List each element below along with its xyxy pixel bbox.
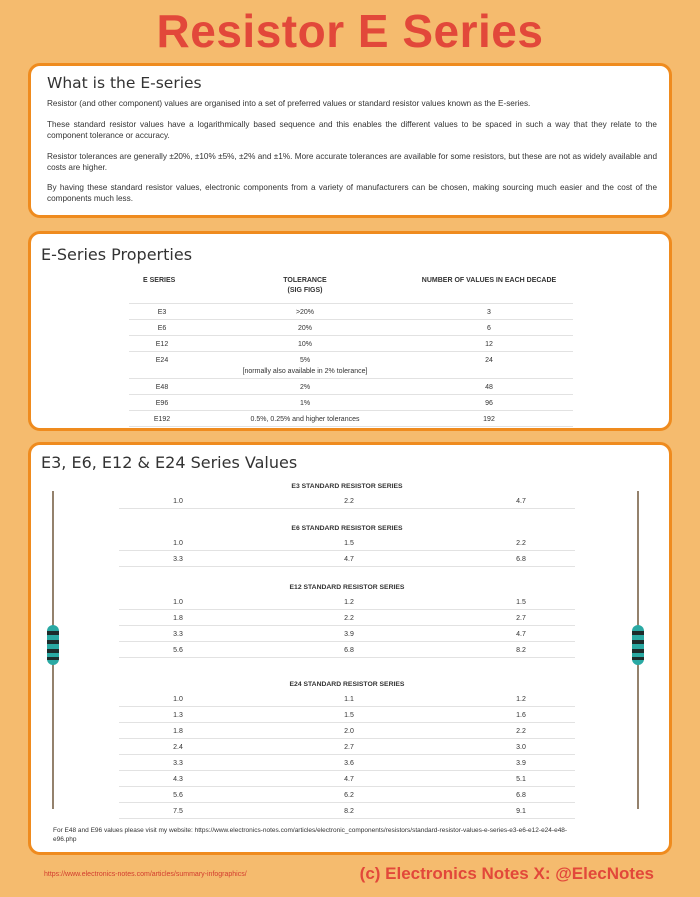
value-cell: 1.1 <box>344 696 354 703</box>
cell-series: E6 <box>157 325 167 332</box>
table-row <box>129 411 573 427</box>
cell-count: 192 <box>483 416 495 423</box>
value-cell: 1.0 <box>173 696 183 703</box>
column-header: TOLERANCE <box>283 277 327 284</box>
intro-paragraph: Resistor tolerances are generally ±20%, ±10% ±5%, ±2% and ±1%. More accurate tolerances are available for some resistors, but these are not as widely available and costs are higher. <box>47 152 657 172</box>
column-header: E SERIES <box>143 277 176 284</box>
value-cell: 5.6 <box>173 647 183 654</box>
value-cell: 1.8 <box>173 728 183 735</box>
cell-count: 24 <box>485 357 493 364</box>
value-cell: 1.6 <box>516 712 526 719</box>
value-cell: 8.2 <box>516 647 526 654</box>
intro-paragraph: Resistor (and other component) values are organised into a set of preferred values or standard resistor values known as the E-series. <box>47 99 531 108</box>
table-row <box>129 336 573 352</box>
cell-series: E24 <box>155 357 169 364</box>
intro-paragraph: These standard resistor values have a logarithmically based sequence and this enables the different values to be spaced in such a way that they relate to the component tolerance or accuracy. <box>47 120 657 140</box>
table-row <box>129 395 573 411</box>
properties-heading: E-Series Properties <box>41 245 193 264</box>
value-row <box>119 772 575 787</box>
value-cell: 5.1 <box>516 776 526 783</box>
series-title: E6 STANDARD RESISTOR SERIES <box>291 525 403 532</box>
table-row <box>129 379 573 395</box>
table-row <box>129 320 573 336</box>
column-header: NUMBER OF VALUES IN EACH DECADE <box>421 277 557 284</box>
value-cell: 6.8 <box>516 792 526 799</box>
value-row <box>119 595 575 610</box>
column-header: (SIG FIGS) <box>287 287 323 294</box>
intro-paragraph: By having these standard resistor values, electronic components from a variety of manufacturers can be chosen, making sourcing much easier and the cost of the components much less. <box>47 183 657 203</box>
value-cell: 3.6 <box>344 760 354 767</box>
series-title: E12 STANDARD RESISTOR SERIES <box>289 584 405 591</box>
value-cell: 3.3 <box>173 631 183 638</box>
value-cell: 4.7 <box>516 498 526 505</box>
series-title: E24 STANDARD RESISTOR SERIES <box>289 681 405 688</box>
values-heading: E3, E6, E12 & E24 Series Values <box>41 453 298 472</box>
cell-series: E192 <box>153 416 171 423</box>
value-row <box>119 708 575 723</box>
value-cell: 3.3 <box>173 556 183 563</box>
value-cell: 6.8 <box>516 556 526 563</box>
cell-count: 96 <box>485 400 493 407</box>
value-cell: 4.7 <box>516 631 526 638</box>
value-row <box>119 611 575 626</box>
value-cell: 2.2 <box>344 615 354 622</box>
footer-credit: (c) Electronics Notes X: @ElecNotes <box>359 864 654 883</box>
value-cell: 2.7 <box>516 615 526 622</box>
value-cell: 1.2 <box>516 696 526 703</box>
value-cell: 1.2 <box>344 599 354 606</box>
value-cell: 6.2 <box>344 792 354 799</box>
value-cell: 2.0 <box>344 728 354 735</box>
value-cell: 3.3 <box>173 760 183 767</box>
table-row <box>129 352 573 379</box>
value-row <box>119 788 575 803</box>
cell-note: [normally also available in 2% tolerance] <box>242 368 368 375</box>
cell-tolerance: 20% <box>297 325 312 332</box>
value-cell: 6.8 <box>344 647 354 654</box>
intro-heading: What is the E-series <box>47 74 202 92</box>
cell-count: 3 <box>487 309 491 316</box>
cell-series: E96 <box>155 400 169 407</box>
cell-series: E3 <box>157 309 167 316</box>
properties-table <box>129 272 573 427</box>
value-row <box>119 804 575 819</box>
value-cell: 1.0 <box>173 540 183 547</box>
cell-tolerance: 1% <box>299 400 311 407</box>
value-cell: 1.8 <box>173 615 183 622</box>
value-cell: 8.2 <box>344 808 354 815</box>
value-cell: 1.5 <box>344 540 354 547</box>
value-row <box>119 536 575 551</box>
value-cell: 2.2 <box>516 540 526 547</box>
value-row <box>119 627 575 642</box>
cell-count: 12 <box>485 341 493 348</box>
value-row <box>119 756 575 771</box>
cell-tolerance: >20% <box>295 309 315 316</box>
cell-tolerance: 10% <box>297 341 312 348</box>
value-cell: 9.1 <box>516 808 526 815</box>
value-row <box>119 740 575 755</box>
page-title: Resistor E Series <box>156 5 544 57</box>
resistor-illustration <box>629 491 647 809</box>
value-cell: 3.9 <box>516 760 526 767</box>
values-panel <box>28 442 672 855</box>
value-cell: 4.7 <box>344 556 354 563</box>
table-row <box>129 304 573 320</box>
cell-series: E48 <box>155 384 169 391</box>
footer-link[interactable]: https://www.electronics-notes.com/articles/summary-infographics/ <box>44 871 247 878</box>
resistor-illustration <box>44 491 62 809</box>
cell-count: 48 <box>485 384 493 391</box>
value-row <box>119 692 575 707</box>
cell-count: 6 <box>487 325 491 332</box>
value-cell: 7.5 <box>173 808 183 815</box>
properties-panel <box>28 231 672 431</box>
value-cell: 3.9 <box>344 631 354 638</box>
value-cell: 2.2 <box>344 498 354 505</box>
cell-tolerance: 5% <box>299 357 311 364</box>
value-cell: 1.0 <box>173 599 183 606</box>
value-cell: 4.7 <box>344 776 354 783</box>
value-cell: 5.6 <box>173 792 183 799</box>
footnote: For E48 and E96 values please visit my website: https://www.electronics-notes.com/articles/electronic_components/resistors/standard-resistor-values-e-series-e3-e6-e12-e24-e48-e96.php <box>53 827 568 843</box>
value-row <box>119 494 575 509</box>
value-cell: 1.5 <box>516 599 526 606</box>
value-cell: 1.3 <box>173 712 183 719</box>
value-cell: 1.0 <box>173 498 183 505</box>
value-cell: 2.2 <box>516 728 526 735</box>
value-row <box>119 724 575 739</box>
series-title: E3 STANDARD RESISTOR SERIES <box>291 483 403 490</box>
cell-tolerance: 2% <box>299 384 311 391</box>
value-cell: 2.4 <box>173 744 183 751</box>
cell-series: E12 <box>155 341 169 348</box>
value-cell: 1.5 <box>344 712 354 719</box>
table-header <box>129 272 573 304</box>
cell-tolerance: 0.5%, 0.25% and higher tolerances <box>250 416 360 423</box>
value-cell: 2.7 <box>344 744 354 751</box>
value-cell: 3.0 <box>516 744 526 751</box>
intro-panel <box>28 63 672 218</box>
value-row <box>119 552 575 567</box>
value-row <box>119 643 575 658</box>
value-cell: 4.3 <box>173 776 183 783</box>
